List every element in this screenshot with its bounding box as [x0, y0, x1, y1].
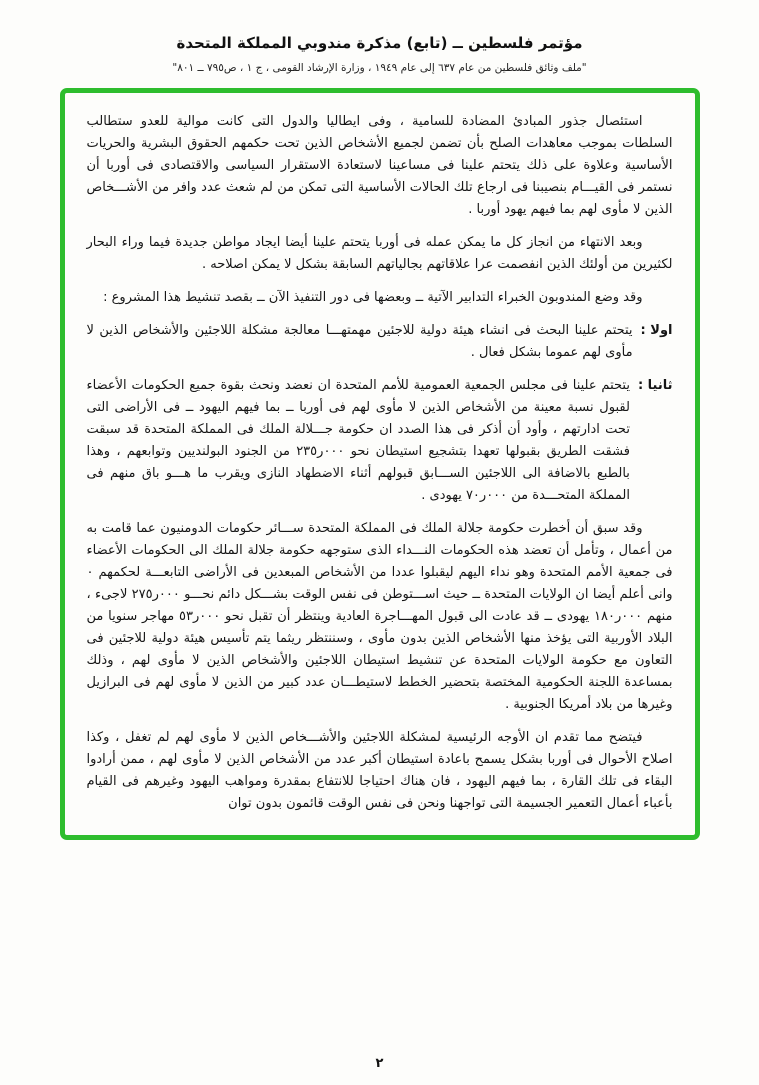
list-item-first	[87, 320, 673, 364]
list-item-second	[87, 375, 673, 507]
paragraph: وقد وضع المندوبون الخبراء التدابير الآتية ــ وبعضها فى دور التنفيذ الآن ــ بقصد تنشيط هذا المشروع :	[103, 290, 643, 305]
page-number: ٢	[375, 1056, 384, 1071]
item-text: يتحتم علينا البحث فى انشاء هيئة دولية للاجئين مهمتهـــا معالجة مشكلة اللاجئين والأشخاص الذين لا مأوى لهم عموما بشكل فعال .	[86, 323, 633, 360]
paragraph: فيتضح مما تقدم ان الأوجه الرئيسية لمشكلة اللاجئين والأشـــخاص الذين لا مأوى لهم لم تغفل ، وكذا اصلاح الأحوال فى أوربا بشكل يسمح باعادة استيطان أكبر عدد من الأشخاص الذين لا مأوى لهم ، ممن أرادوا البقاء فى تلك القارة ، بما فيهم اليهود ، فان هناك احتياجا للانتفاع بمقدرة ومواهب اليهود وغيرهم فى القيام بأعباء أعمال التعمير الجسيمة التى تواجهنا ونحن فى نفس الوقت قائمون بدون توان	[86, 730, 673, 811]
document-source-line: "ملف وثائق فلسطين من عام ٦٣٧ إلى عام ١٩٤٩ ، وزارة الإرشاد القومى ، ج ١ ، ص٧٩٥ ــ ٨٠١"	[172, 62, 587, 74]
document-body	[87, 111, 673, 815]
item-text: يتحتم علينا فى مجلس الجمعية العمومية للأمم المتحدة ان نعضد ونحث بقوة جميع الحكومات الأعضاء لقبول نسبة معينة من الأشخاص الذين لا مأوى لهم فى أوربا ــ بما فيهم اليهود ــ فى الأراضى التى تحت ادارتهم ، وأود أن أذكر فى هذا الصدد ان حكومة جـــلالة الملك فى المملكة المتحدة قد سبقت فشقت الطريق بقبولها تعهدا بتشجيع استيطان نحو ٠٠٠ر٢٣٥ من الجنود البولنديين وتوابعهم ، وهذا بالطبع بالاضافة الى اللاجئين الســـابق قبولهم أثناء الاضطهاد النازى ويقرب ما هـــو باق منهم فى المملكة المتحـــدة من ٠٠٠ر٧٠ يهودى .	[86, 378, 630, 503]
paragraph: وقد سبق أن أخطرت حكومة جلالة الملك فى المملكة المتحدة ســـائر حكومات الدومنيون عما قامت به من أعمال ، وتأمل أن تعضد هذه الحكومات النـــداء الذى ستوجهه حكومة جلالة الملك الى الحكومات الأعضاء فى جمعية الأمم المتحدة وهو نداء اليهم ليقبلوا عددا من الأشخاص المبعدين فى الأراضى التابعـــة لحكمهم ٠ وانى أعلم أيضا ان الولايات المتحدة ــ حيث اســـتوطن فى نفس الوقت بشـــكل دائم نحـــو ٠٠٠ر٢٧٥ لاجىء ، منهم ٠٠٠ر١٨٠ يهودى ــ قد عادت الى قبول المهـــاجرة العادية وينتظر أن تقبل نحو ٠٠٠ر٥٣ مهاجر سنويا من البلاد الأوربية التى يؤخذ منها الأشخاص الذين بدون مأوى ، وسننتظر ريثما يتم تأسيس هيئة دولية للاجئين فى التعاون مع حكومة الولايات المتحدة عن تنشيط استيطان اللاجئين والأشخاص الذين لا مأوى لهم ، وذلك بمساعدة اللجنة الحكومية المختصة بتحضير الخطط لاستيطـــان عدد كبير من الذين لا مأوى لهم فى البرازيل وغيرها من بلاد أمريكا الجنوبية .	[86, 521, 673, 712]
item-label: اولا :	[640, 323, 673, 338]
content-border-box	[60, 88, 700, 840]
document-header	[0, 0, 759, 74]
paragraph: وبعد الانتهاء من انجاز كل ما يمكن عمله فى أوربا يتحتم علينا أيضا ايجاد مواطن جديدة فيما وراء البحار لكثيرين من أولئك الذين انفصمت عرا علاقاتهم بجالياتهم السابقة بشكل لا يمكن اصلاحه .	[86, 235, 673, 272]
paragraph: استئصال جذور المبادئ المضادة للسامية ، وفى ايطاليا والدول التى كانت موالية للعدو ستطالب السلطات بموجب معاهدات الصلح بأن تضمن لجميع الأشخاص الذين تحت حكمهم الحقوق البشرية والحريات الأساسية وعلاوة على ذلك يتحتم علينا فى مساعينا لاستعادة الاستقرار السياسى والاقتصادى فى أوربا أن نستمر فى القيـــام بنصيبنا فى ارجاع تلك الحالات الأساسية التى تمكن من لم شعث عدد وافر من الأشـــخاص الذين لا مأوى لهم بما فيهم يهود أوربا .	[86, 114, 673, 217]
item-label: ثانيا :	[637, 378, 673, 393]
document-title: مؤتمر فلسطين ــ (تابع) مذكرة مندوبي المملكة المتحدة	[176, 34, 583, 52]
